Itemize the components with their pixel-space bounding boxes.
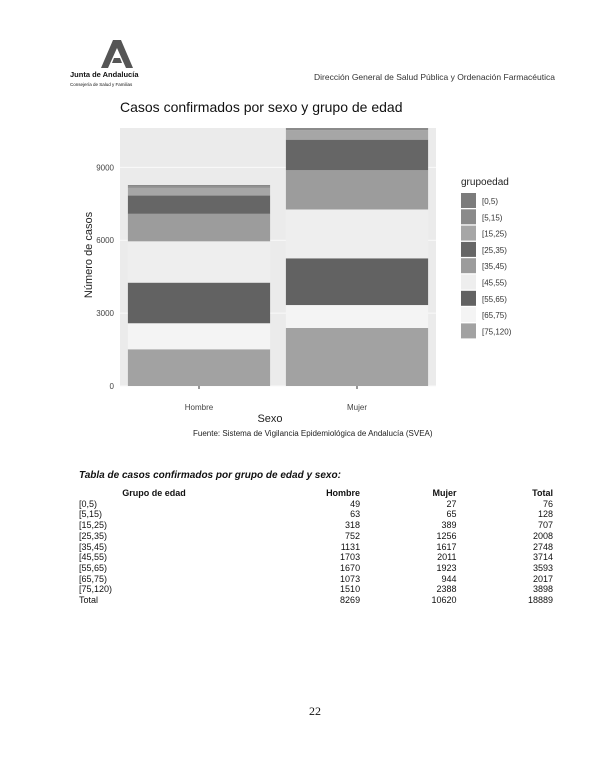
legend-title: grupoedad bbox=[461, 177, 509, 188]
table-cell: 2011 bbox=[437, 552, 457, 563]
table-row bbox=[79, 520, 553, 531]
table-header-row bbox=[79, 488, 553, 499]
bar-segment bbox=[286, 130, 428, 139]
bar-segment bbox=[128, 214, 270, 241]
table-cell: 76 bbox=[542, 498, 553, 509]
table-cell: 3898 bbox=[532, 584, 553, 595]
table-cell: Total bbox=[79, 595, 99, 606]
legend-label: [25,35) bbox=[482, 245, 507, 255]
table-row bbox=[79, 595, 553, 606]
page-number: 22 bbox=[309, 704, 321, 718]
x-tick-label: Mujer bbox=[346, 403, 368, 412]
table-row bbox=[79, 509, 553, 520]
legend-label: [55,65) bbox=[482, 294, 507, 304]
bar-segment bbox=[286, 140, 428, 171]
table-cell: 63 bbox=[350, 509, 361, 520]
bar-segment bbox=[286, 305, 428, 328]
table-cell: 2017 bbox=[532, 573, 553, 584]
table-cell: 128 bbox=[537, 509, 553, 520]
bar-segment bbox=[128, 283, 270, 324]
column-header: Grupo de edad bbox=[122, 488, 186, 498]
table-cell: 10620 bbox=[431, 595, 457, 606]
bar-segment bbox=[128, 241, 270, 282]
table-cell: [0,5) bbox=[79, 498, 98, 509]
bar-segment bbox=[286, 328, 428, 386]
x-tick-label: Hombre bbox=[184, 403, 214, 412]
column-header: Mujer bbox=[432, 488, 457, 498]
table-row bbox=[79, 574, 553, 585]
table-cell: 1256 bbox=[436, 530, 457, 541]
chart-source: Fuente: Sistema de Vigilancia Epidemiológica de Andalucía (SVEA) bbox=[193, 429, 433, 438]
table-cell: 1510 bbox=[340, 584, 361, 595]
table-cell: 752 bbox=[345, 530, 361, 541]
bar-segment bbox=[286, 129, 428, 131]
table-cell: [35,45) bbox=[79, 541, 108, 552]
x-axis-label: Sexo bbox=[257, 413, 283, 425]
legend-swatch bbox=[461, 275, 476, 290]
table-cell: 318 bbox=[345, 520, 361, 531]
table-cell: 49 bbox=[350, 498, 361, 509]
table-cell: 18889 bbox=[527, 595, 553, 606]
table-cell: 2008 bbox=[532, 530, 553, 541]
table-caption: Tabla de casos confirmados por grupo de edad y sexo: bbox=[79, 470, 341, 481]
bar-segment bbox=[286, 258, 428, 305]
table-cell: 1131 bbox=[340, 541, 361, 552]
table-cell: 65 bbox=[446, 509, 457, 520]
table-cell: 2388 bbox=[436, 584, 457, 595]
table-row bbox=[79, 584, 553, 595]
table-cell: 1073 bbox=[340, 573, 361, 584]
y-tick-label: 9000 bbox=[96, 163, 114, 173]
table-cell: 389 bbox=[441, 520, 457, 531]
chart-title: Casos confirmados por sexo y grupo de edad bbox=[120, 99, 403, 115]
table-cell: 8269 bbox=[340, 595, 361, 606]
table-cell: [65,75) bbox=[79, 573, 108, 584]
bar-segment bbox=[128, 323, 270, 349]
legend-swatch bbox=[461, 226, 476, 241]
table-cell: 1617 bbox=[436, 541, 457, 552]
table-cell: [45,55) bbox=[79, 552, 108, 563]
bar-segment bbox=[128, 188, 270, 196]
legend-swatch bbox=[461, 242, 476, 257]
y-tick-label: 6000 bbox=[96, 236, 114, 246]
table-cell: 3714 bbox=[532, 552, 553, 563]
legend-label: [5,15) bbox=[482, 213, 503, 223]
table-cell: 2748 bbox=[532, 541, 553, 552]
y-tick-label: 3000 bbox=[96, 309, 114, 319]
table-cell: 1923 bbox=[436, 562, 457, 573]
logo-org-name: Junta de Andalucía bbox=[70, 70, 139, 79]
legend-swatch bbox=[461, 258, 476, 273]
table-row bbox=[79, 499, 553, 510]
bar-segment bbox=[286, 128, 428, 129]
table-cell: 27 bbox=[446, 498, 457, 509]
table-cell: 1703 bbox=[340, 552, 361, 563]
bar-segment bbox=[128, 196, 270, 214]
y-axis-label: Número de casos bbox=[83, 211, 95, 299]
legend-label: [0,5) bbox=[482, 197, 499, 206]
table-cell: [25,35) bbox=[79, 530, 108, 541]
header-department: Dirección General de Salud Pública y Ordenación Farmacéutica bbox=[314, 72, 555, 82]
y-tick-label: 0 bbox=[109, 382, 114, 391]
table-cell: [75,120) bbox=[79, 584, 113, 595]
table-cell: [55,65) bbox=[79, 562, 108, 573]
legend-swatch bbox=[461, 323, 476, 338]
table-row bbox=[79, 552, 553, 563]
bar-segment bbox=[128, 349, 270, 386]
age-sex-table bbox=[79, 488, 553, 606]
legend-label: [15,25) bbox=[482, 229, 507, 239]
legend-label: [45,55) bbox=[482, 278, 507, 288]
legend-swatch bbox=[461, 291, 476, 306]
legend-label: [75,120) bbox=[482, 327, 512, 337]
table-cell: 944 bbox=[441, 573, 457, 584]
table-row bbox=[79, 542, 553, 553]
legend-label: [65,75) bbox=[482, 311, 507, 321]
legend-swatch bbox=[461, 209, 476, 224]
table-row bbox=[79, 563, 553, 574]
column-header: Hombre bbox=[326, 488, 361, 498]
logo-sub-name: Consejería de Salud y Familias bbox=[70, 82, 133, 87]
table-cell: 3593 bbox=[532, 562, 553, 573]
bar-segment bbox=[286, 209, 428, 258]
table-cell: 707 bbox=[537, 520, 553, 531]
bar-segment bbox=[128, 185, 270, 186]
legend-swatch bbox=[461, 193, 476, 208]
bar-segment bbox=[128, 186, 270, 188]
table-cell: 1670 bbox=[340, 562, 361, 573]
table-cell: [5,15) bbox=[79, 509, 103, 520]
legend-label: [35,45) bbox=[482, 262, 507, 272]
legend-swatch bbox=[461, 307, 476, 322]
column-header: Total bbox=[532, 488, 553, 498]
table-row bbox=[79, 531, 553, 542]
bar-segment bbox=[286, 170, 428, 209]
table-cell: [15,25) bbox=[79, 520, 108, 531]
